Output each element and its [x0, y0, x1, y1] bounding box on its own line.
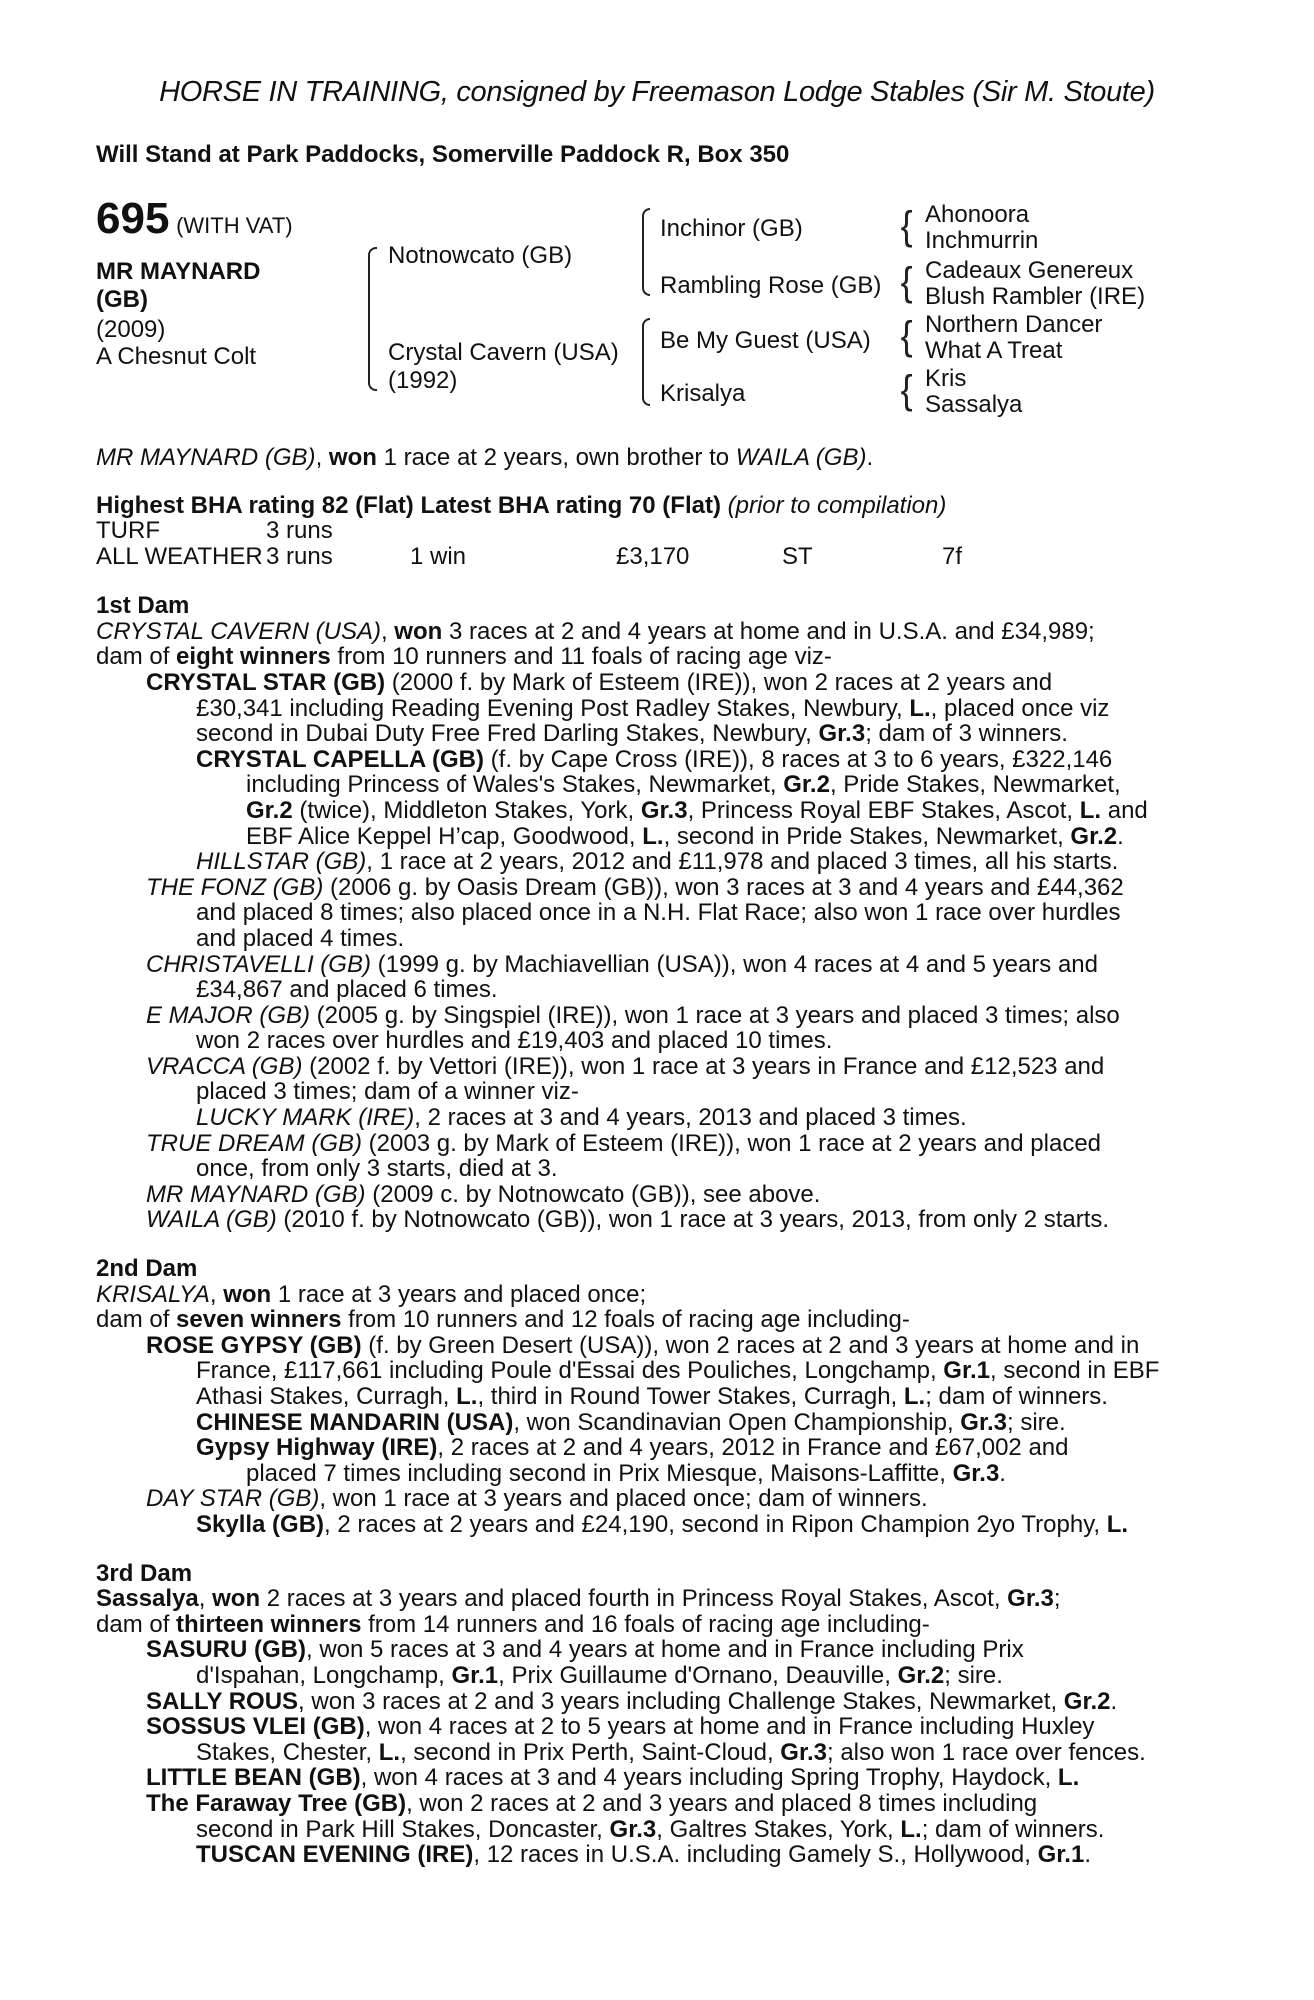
dam2-heading: 2nd Dam — [96, 1255, 198, 1283]
horse-info — [96, 316, 256, 370]
rating-row-aw-distance: 7f — [942, 543, 963, 571]
dam1-entry-the-fonz: THE FONZ (GB) (2006 g. by Oasis Dream (GB)), won 3 races at 3 and 4 years and £44,362 — [146, 873, 1124, 901]
dam3-entry-sossus-vlei: SOSSUS VLEI (GB), won 4 races at 2 to 5 years at home and in France including Huxley — [146, 1713, 1095, 1741]
dam2-entry-rose-gypsy: ROSE GYPSY (GB) (f. by Green Desert (USA)), won 2 races at 2 and 3 years at home and in — [146, 1331, 1140, 1359]
rating-row-aw-wins: 1 win — [410, 543, 467, 571]
pedigree-g3: Cadeaux Genereux — [925, 257, 1134, 284]
rating-row-turf-surface: TURF — [96, 517, 160, 545]
dam3-entry-tuscan-evening: TUSCAN EVENING (IRE), 12 races in U.S.A. including Gamely S., Hollywood, Gr.1. — [196, 1841, 1091, 1869]
dam1-heading: 1st Dam — [96, 592, 190, 620]
dam1-entry-christavelli: CHRISTAVELLI (GB) (1999 g. by Machiavellian (USA)), won 4 races at 4 and 5 years and — [146, 950, 1098, 978]
pedigree-g7: Kris — [925, 365, 967, 392]
pedigree-dam-dam: Krisalya — [660, 380, 746, 407]
rating-row-turf-runs: 3 runs — [266, 517, 333, 545]
rating-row-aw-runs: 3 runs — [266, 543, 333, 571]
horse-name-block — [96, 258, 326, 314]
dam3-line1: Sassalya, won 2 races at 3 years and placed fourth in Princess Royal Stakes, Ascot, Gr.3; — [96, 1585, 1061, 1613]
rating-row-aw-surface: ALL WEATHER — [96, 543, 263, 571]
summary-line: MR MAYNARD (GB), won 1 race at 2 years, own brother to WAILA (GB). — [96, 444, 874, 471]
sire-dam-brace — [368, 247, 377, 391]
pedigree-sire-dam: Rambling Rose (GB) — [660, 272, 882, 299]
dam3-entry-sally-rous: SALLY ROUS, won 3 races at 2 and 3 years including Challenge Stakes, Newmarket, Gr.2. — [146, 1687, 1118, 1715]
rating-row-aw-going: ST — [782, 543, 813, 571]
dam-line-brace — [642, 318, 650, 406]
horse-country: (GB) — [96, 286, 148, 313]
dam1-line2: dam of eight winners from 10 runners and 11 foals of racing age viz- — [96, 643, 832, 671]
dam1-entry-lucky-mark: LUCKY MARK (IRE), 2 races at 3 and 4 years, 2013 and placed 3 times. — [196, 1104, 967, 1132]
dam3-line2: dam of thirteen winners from 14 runners and 16 foals of racing age including- — [96, 1610, 930, 1638]
brace-2: { — [900, 260, 913, 304]
lot-number-block — [96, 194, 293, 243]
stand-location: Will Stand at Park Paddocks, Somerville Paddock R, Box 350 — [96, 141, 790, 168]
rating-line: Highest BHA rating 82 (Flat) Latest BHA rating 70 (Flat) (prior to compilation) — [96, 491, 947, 519]
dam3-entry-little-bean: LITTLE BEAN (GB), won 4 races at 3 and 4 years including Spring Trophy, Haydock, L. — [146, 1764, 1080, 1792]
dam1-entry-waila: WAILA (GB) (2010 f. by Notnowcato (GB)), won 1 race at 3 years, 2013, from only 2 starts. — [146, 1206, 1110, 1234]
dam1-entry-hillstar: HILLSTAR (GB), 1 race at 2 years, 2012 and £11,978 and placed 3 times, all his starts. — [196, 848, 1119, 876]
pedigree-g1: Ahonoora — [925, 201, 1030, 228]
lot-number: 695 — [96, 194, 170, 243]
dam2-entry-chinese-mandarin: CHINESE MANDARIN (USA), won Scandinavian Open Championship, Gr.3; sire. — [196, 1408, 1066, 1436]
dam1-entry-mr-maynard: MR MAYNARD (GB) (2009 c. by Notnowcato (GB)), see above. — [146, 1180, 821, 1208]
horse-name: MR MAYNARD — [96, 258, 261, 285]
dam3-heading: 3rd Dam — [96, 1559, 193, 1587]
dam2-entry-day-star: DAY STAR (GB), won 1 race at 3 years and placed once; dam of winners. — [146, 1485, 928, 1513]
sire-line-brace — [642, 208, 650, 296]
pedigree-g6: What A Treat — [925, 337, 1063, 364]
dam2-entry-skylla: Skylla (GB), 2 races at 2 years and £24,190, second in Ripon Champion 2yo Trophy, L. — [196, 1510, 1129, 1538]
pedigree-g4: Blush Rambler (IRE) — [925, 283, 1146, 310]
brace-1: { — [900, 204, 913, 248]
catalogue-body: MR MAYNARD (GB), won 1 race at 2 years, own brother to WAILA (GB). Highest BHA rating 82 (Flat) Latest BHA rating 70 (Flat) (prior to compilation) TURF 3 runs ALL WEATHER 3 runs 1 win £3,170 ST 7f 1st Dam CRYSTAL CAVERN (USA), won 3 races at 2 and 4 years at home and in U.S.A. and £34,989; dam of eight winners from 10 runners and 11 foals of racing age viz- CRYSTAL STAR (GB) (2000 f. by Mark of Esteem (IRE)), won 2 races at 2 years and £30,341 including Reading Evening Post Radley Stakes, Newbury, L., placed once viz second in Dubai Duty Free Fred Darling Stakes, Newbury, Gr.3; dam of 3 winners. CRYSTAL CAPELLA (GB) (f. by Cape Cross (IRE)), 8 races at 3 to 6 years, £322,146 including Princess of Wales's Stakes, Newmarket, Gr.2, Pride Stakes, Newmarket, Gr.2 (twice), Middleton Stakes, York, Gr.3, Princess Royal EBF Stakes, Ascot, L. and EBF Alice Keppel H’cap, Goodwood, L., second in Pride Stakes, Newmarket, Gr.2. HILLSTAR (GB), 1 race at 2 years, 2012 and £11,978 and placed 3 times, all his starts. THE FONZ (GB) (2006 g. by Oasis Dream (GB)), won 3 races at 3 and 4 years and £44,362 and placed 8 times; also placed once in a N.H. Flat Race; also won 1 race over hurdles and placed 4 times. CHRISTAVELLI (GB) (1999 g. by Machiavellian (USA)), won 4 races at 4 and 5 years and £34,867 and placed 6 times. E MAJOR (GB) (2005 g. by Singspiel (IRE)), won 1 race at 3 years and placed 3 times; also won 2 races over hurdles and £19,403 and placed 10 times. VRACCA (GB) (2002 f. by Vettori (IRE)), won 1 race at 3 years in France and £12,523 and placed 3 times; dam of a winner viz- LUCKY MARK (IRE), 2 races at 3 and 4 years, 2013 and placed 3 times. TRUE DREAM (GB) (2003 g. by Mark of Esteem (IRE)), won 1 race at 2 years and placed once, from only 3 starts, died at 3. MR MAYNARD (GB) (2009 c. by Notnowcato (GB)), see above. WAILA (GB) (2010 f. by Notnowcato (GB)), won 1 race at 3 years, 2013, from only 2 starts. 2nd Dam KRISALYA, won 1 race at 3 years and placed once; dam of seven winners from 10 runners and 12 foals of racing age including- ROSE GYPSY (GB) (f. by Green Desert (USA)), won 2 races at 2 and 3 years at home and in France, £117,661 including Poule d'Essai des Pouliches, Longchamp, Gr.1, second in EBF Athasi Stakes, Curragh, L., third in Round Tower Stakes, Curragh, L.; dam of winners. CHINESE MANDARIN (USA), won Scandinavian Open Championship, Gr.3; sire. Gypsy Highway (IRE), 2 races at 2 and 4 years, 2012 in France and £67,002 and placed 7 times including second in Prix Miesque, Maisons-Laffitte, Gr.3. DAY STAR (GB), won 1 race at 3 years and placed once; dam of winners. Skylla (GB), 2 races at 2 years and £24,190, second in Ripon Champion 2yo Trophy, L. 3rd Dam Sassalya, won 2 races at 3 years and placed fourth in Princess Royal Stakes, Ascot, Gr.3; dam of thirteen winners from 14 runners and 16 foals of racing age including- SASURU (GB), won 5 races at 3 and 4 years at home and in France including Prix d'Ispahan, Longchamp, Gr.1, Prix Guillaume d'Ornano, Deauville, Gr.2; sire. SALLY ROUS, won 3 races at 2 and 3 years including Challenge Stakes, Newmarket, Gr.2. SOSSUS VLEI (GB), won 4 races at 2 to 5 years at home and in France including Huxley Stakes, Chester, L., second in Prix Perth, Saint-Cloud, Gr.3; also won 1 race over fences. LITTLE BEAN (GB), won 4 races at 3 and 4 years including Spring Trophy, Haydock, L. The Faraway Tree (GB), won 2 races at 2 and 3 years and placed 8 times including second in Park Hill Stakes, Doncaster, Gr.3, Galtres Stakes, York, L.; dam of winners. TUSCAN EVENING (IRE), 12 races in U.S.A. including Gamely S., Hollywood, Gr.1. — [96, 445, 1226, 1868]
horse-description: A Chesnut Colt — [96, 343, 257, 370]
pedigree-g8: Sassalya — [925, 391, 1023, 418]
brace-4: { — [900, 368, 913, 412]
dam1-entry-true-dream: TRUE DREAM (GB) (2003 g. by Mark of Esteem (IRE)), won 1 race at 2 years and placed — [146, 1129, 1102, 1157]
horse-year: (2009) — [96, 316, 166, 343]
brace-3: { — [900, 314, 913, 358]
dam2-line1: KRISALYA, won 1 race at 3 years and placed once; — [96, 1280, 647, 1308]
dam1-entry-vracca: VRACCA (GB) (2002 f. by Vettori (IRE)), won 1 race at 3 years in France and £12,523 and — [146, 1052, 1105, 1080]
dam3-entry-faraway-tree: The Faraway Tree (GB), won 2 races at 2 and 3 years and placed 8 times including — [146, 1789, 1038, 1817]
pedigree-dam-sire: Be My Guest (USA) — [660, 327, 871, 354]
rating-row-aw-earnings: £3,170 — [616, 543, 690, 571]
dam2-entry-gypsy-highway: Gypsy Highway (IRE), 2 races at 2 and 4 years, 2012 in France and £67,002 and — [196, 1434, 1069, 1462]
page-title: HORSE IN TRAINING, consigned by Freemason Lodge Stables (Sir M. Stoute) — [159, 76, 1155, 108]
pedigree-sire: Notnowcato (GB) — [388, 242, 573, 269]
pedigree-dam: Crystal Cavern (USA) — [388, 339, 619, 366]
pedigree-g5: Northern Dancer — [925, 311, 1103, 338]
dam1-entry-crystal-star: CRYSTAL STAR (GB) (2000 f. by Mark of Esteem (IRE)), won 2 races at 2 years and — [146, 668, 1053, 696]
dam1-entry-e-major: E MAJOR (GB) (2005 g. by Singspiel (IRE)), won 1 race at 3 years and placed 3 times; also — [146, 1001, 1120, 1029]
pedigree-g2: Inchmurrin — [925, 227, 1039, 254]
dam1-line1: CRYSTAL CAVERN (USA), won 3 races at 2 and 4 years at home and in U.S.A. and £34,989; — [96, 617, 1095, 645]
pedigree-dam-year: (1992) — [388, 367, 458, 394]
pedigree-sire-sire: Inchinor (GB) — [660, 215, 803, 242]
rating-table — [96, 518, 1226, 570]
dam2-line2: dam of seven winners from 10 runners and 12 foals of racing age including- — [96, 1306, 910, 1334]
dam1-entry-crystal-capella: CRYSTAL CAPELLA (GB) (f. by Cape Cross (IRE)), 8 races at 3 to 6 years, £322,146 — [196, 745, 1113, 773]
vat-label: (WITH VAT) — [176, 213, 293, 238]
dam3-entry-sasuru: SASURU (GB), won 5 races at 3 and 4 years at home and in France including Prix — [146, 1636, 1024, 1664]
